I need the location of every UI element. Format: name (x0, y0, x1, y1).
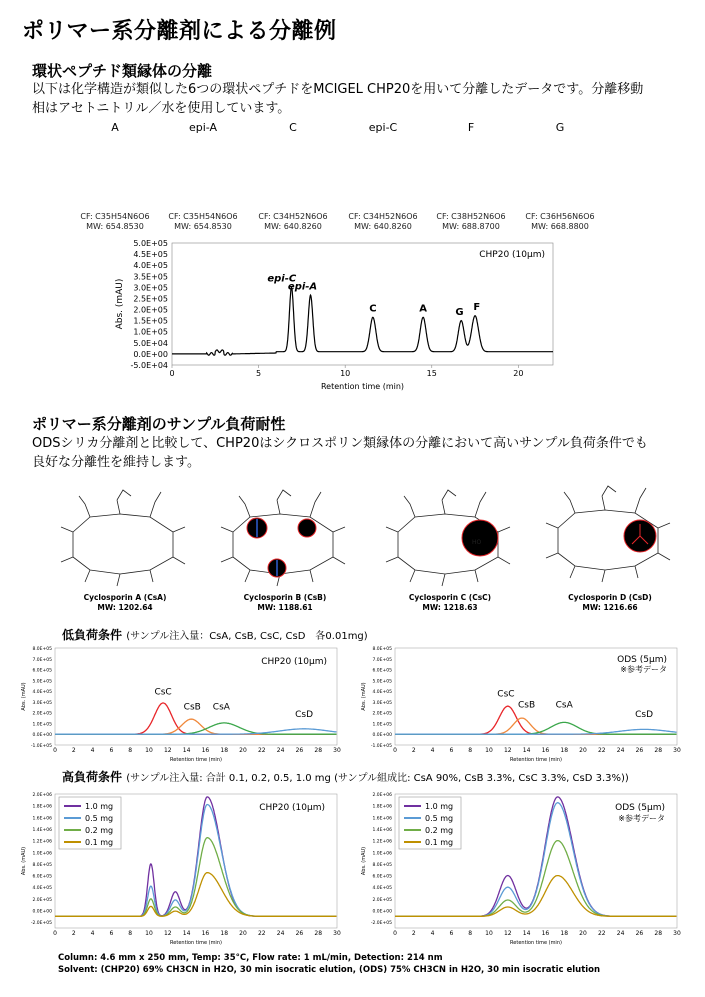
xtick: 24 (616, 747, 625, 754)
section1-paragraph (32, 80, 643, 118)
peptide-cf-4: CF: C38H52N6O6 (436, 212, 506, 221)
xtick: 2 (411, 747, 416, 754)
cyclosporin-mw-0: MW: 1202.64 (97, 603, 153, 612)
ytick: 7.0E+05 (32, 657, 52, 663)
xtick: 0 (393, 747, 397, 754)
ytick: 0.0E+00 (32, 909, 52, 915)
ytick: 0.0E+00 (372, 909, 392, 915)
chart1-ytick: 4.5E+05 (133, 250, 168, 260)
xtick: 16 (541, 747, 550, 754)
xtick: 28 (654, 930, 663, 937)
ytick: 4.0E+05 (372, 886, 392, 892)
ytick: 1.4E+06 (32, 827, 52, 833)
chart1-xtick: 5 (256, 369, 262, 378)
ytick: -2.0E+05 (30, 921, 52, 927)
xtick: 26 (635, 930, 644, 937)
ytick: 1.0E+06 (32, 851, 52, 857)
ytick: 0.0E+00 (32, 733, 52, 739)
chart1-ytick: 0.0E+00 (133, 349, 168, 359)
low-load-chp20-chart (15, 640, 345, 765)
xtick: 22 (257, 747, 266, 754)
ytick: 1.0E+05 (372, 722, 392, 728)
low-load-ods-chart (355, 640, 685, 765)
section1-line1: 以下は化学構造が類似した6つの環状ペプチドをMCIGEL CHP20を用いて分離したデータです。分離移動 (32, 82, 644, 97)
peptide-label-2: C (289, 121, 297, 134)
xtick: 8 (128, 747, 133, 754)
high-right-note: ※参考データ (618, 814, 665, 823)
ytick: -1.0E+05 (370, 744, 392, 749)
peptide-mw-3: MW: 640.8260 (354, 222, 412, 231)
chart1-frame (172, 243, 553, 365)
xtick: 12 (163, 747, 172, 754)
xtick: 18 (220, 930, 229, 937)
peptide-cf-5: CF: C36H56N6O6 (525, 212, 595, 221)
ytick: 6.0E+05 (32, 874, 52, 880)
high-load-note: (サンプル注入量: 合計 0.1, 0.2, 0.5, 1.0 mg (サンプル組成比: CsA 90%, CsB 3.3%, CsC 3.3%, CsD 3.3%)) (126, 773, 629, 784)
xlabel: Retention time (min) (510, 757, 562, 763)
chart1-ytick: 3.5E+05 (133, 272, 168, 282)
ytick: 8.0E+05 (32, 862, 52, 868)
low-right-peak-label: CsC (497, 689, 515, 700)
low-right-peak-label: CsB (518, 700, 536, 711)
section2-paragraph (32, 434, 648, 472)
chart1-peak-label: epi-A (287, 281, 318, 293)
ytick: 6.0E+05 (372, 668, 392, 674)
ytick: 6.0E+05 (372, 874, 392, 880)
section2-line1: ODSシリカ分離剤と比較して、CHP20はシクロスポリン類縁体の分離において高いサンプル負荷条件でも (32, 436, 648, 451)
cyclosporin-name-0: Cyclosporin A (CsA) (83, 593, 167, 602)
svg-text:HO: HO (472, 539, 482, 546)
xtick: 30 (673, 930, 681, 937)
cyclosporin-label-1 (225, 593, 345, 613)
trace (55, 723, 337, 734)
section1-heading: 環状ペプチド類縁体の分離 (32, 62, 213, 80)
ytick: 2.0E+06 (372, 793, 392, 798)
xtick: 30 (333, 747, 341, 754)
ylabel: Abs. (mAU) (361, 846, 367, 876)
xtick: 4 (430, 930, 435, 937)
xtick: 6 (109, 747, 114, 754)
section2-line2: 良好な分離性を維持します。 (32, 455, 200, 470)
ytick: 4.0E+05 (32, 690, 52, 696)
peptide-formula-5 (515, 212, 605, 232)
high-legend-item: 0.2 mg (425, 826, 454, 835)
xlabel: Retention time (min) (170, 940, 222, 946)
xtick: 18 (220, 747, 229, 754)
xtick: 2 (71, 747, 76, 754)
xtick: 20 (239, 930, 247, 937)
xtick: 10 (485, 747, 493, 754)
xtick: 0 (53, 930, 57, 937)
chart1-ylabel: Abs. (mAU) (115, 278, 125, 330)
xtick: 28 (314, 930, 323, 937)
peptide-formula-1 (158, 212, 248, 232)
xtick: 20 (239, 747, 247, 754)
xtick: 8 (128, 930, 133, 937)
high-load-chp20-chart (15, 786, 345, 948)
xtick: 10 (145, 747, 153, 754)
xtick: 30 (673, 747, 681, 754)
ytick: 1.8E+06 (372, 804, 392, 810)
peptide-formula-0 (70, 212, 160, 232)
ytick: 0.0E+00 (372, 733, 392, 739)
xtick: 4 (90, 747, 95, 754)
xtick: 6 (109, 930, 114, 937)
xlabel: Retention time (min) (170, 757, 222, 763)
cyclosporin-name-3: Cyclosporin D (CsD) (568, 593, 652, 602)
xtick: 14 (182, 930, 191, 937)
chart1-xlabel: Retention time (min) (320, 382, 405, 391)
ytick: 3.0E+05 (372, 700, 392, 706)
peptide-mw-4: MW: 688.8700 (442, 222, 500, 231)
chart1-xtick: 0 (169, 369, 175, 378)
xtick: 28 (314, 747, 323, 754)
peptide-cf-1: CF: C35H54N6O6 (168, 212, 238, 221)
xtick: 20 (579, 747, 587, 754)
page-title: ポリマー系分離剤による分離例 (22, 19, 337, 44)
xtick: 14 (182, 747, 191, 754)
low-left-legend: CHP20 (10μm) (261, 657, 327, 667)
trace (395, 841, 677, 917)
cyclosporin-label-2 (390, 593, 510, 613)
section1-line2: 相はアセトニトリル／水を使用しています。 (32, 101, 291, 116)
cyclosporin-structure-0 (55, 482, 195, 590)
chart1-ytick: 3.0E+05 (133, 283, 168, 293)
cyclosporin-structure-1 (215, 482, 355, 590)
ytick: 2.0E+06 (32, 793, 52, 798)
chart1-ytick: 5.0E+04 (133, 338, 168, 348)
low-load-note: (サンプル注入量：CsA, CsB, CsC, CsD 各0.01mg) (126, 631, 368, 642)
chart1-legend: CHP20 (10μm) (479, 250, 545, 260)
peptide-mw-2: MW: 640.8260 (264, 222, 322, 231)
peptide-label-0: A (111, 121, 119, 134)
cyclosporin-mw-3: MW: 1216.66 (582, 603, 638, 612)
xtick: 22 (597, 930, 606, 937)
xtick: 24 (616, 930, 625, 937)
xtick: 22 (257, 930, 266, 937)
xtick: 0 (53, 747, 57, 754)
ytick: -2.0E+05 (370, 921, 392, 927)
ytick: 1.8E+06 (32, 804, 52, 810)
cyclosporin-mw-2: MW: 1218.63 (422, 603, 478, 612)
ytick: 7.0E+05 (372, 657, 392, 663)
cyclosporin-mw-1: MW: 1188.61 (257, 603, 313, 612)
xtick: 4 (430, 747, 435, 754)
xtick: 8 (468, 747, 473, 754)
xtick: 2 (71, 930, 76, 937)
xtick: 18 (560, 747, 569, 754)
high-legend-item: 1.0 mg (85, 802, 114, 811)
ytick: 2.0E+05 (372, 897, 392, 903)
low-load-title: 低負荷条件 (62, 628, 123, 642)
ytick: 4.0E+05 (372, 690, 392, 696)
ytick: 2.0E+05 (372, 711, 392, 717)
xtick: 10 (145, 930, 153, 937)
xtick: 12 (503, 747, 512, 754)
section2-heading: ポリマー系分離剤のサンプル負荷耐性 (32, 415, 286, 433)
xtick: 4 (90, 930, 95, 937)
ytick: 8.0E+05 (372, 647, 392, 652)
high-legend-title: ODS (5μm) (615, 803, 665, 813)
high-legend-item: 1.0 mg (425, 802, 454, 811)
high-legend-item: 0.1 mg (85, 838, 114, 847)
low-right-legend: ODS (5μm) (617, 655, 667, 665)
ytick: 1.4E+06 (372, 827, 392, 833)
xtick: 26 (295, 747, 304, 754)
trace (55, 729, 337, 734)
chart1-xtick: 15 (426, 369, 437, 378)
low-left-peak-label: CsC (154, 687, 172, 698)
chart1-ytick: 1.5E+05 (133, 316, 168, 326)
low-left-peak-label: CsD (295, 709, 314, 720)
low-right-peak-label: CsA (555, 700, 573, 711)
xtick: 14 (522, 930, 531, 937)
xtick: 8 (468, 930, 473, 937)
chart1-ytick: 5.0E+05 (133, 239, 168, 248)
low-right-note: ※参考データ (620, 665, 667, 674)
ytick: 1.6E+06 (372, 816, 392, 822)
xtick: 20 (579, 930, 587, 937)
high-load-label (62, 768, 629, 785)
ylabel: Abs. (mAU) (21, 846, 27, 876)
chart1-peak-label: A (419, 303, 427, 315)
ytick: 1.6E+06 (32, 816, 52, 822)
xtick: 26 (295, 930, 304, 937)
trace (395, 722, 677, 734)
chart1-trace (172, 287, 553, 355)
ytick: 1.2E+06 (32, 839, 52, 845)
trace (55, 838, 337, 917)
footer-line2: Solvent: (CHP20) 69% CH3CN in H2O, 30 min isocratic elution, (ODS) 75% CH3CN in H2O, 30 min isocratic elution (58, 965, 601, 975)
peptide-label-5: G (555, 121, 565, 134)
high-load-ods-chart (355, 786, 685, 948)
cyclosporin-name-2: Cyclosporin C (CsC) (408, 593, 492, 602)
xtick: 6 (449, 930, 454, 937)
trace (395, 876, 677, 917)
peptide-mw-0: MW: 654.8530 (86, 222, 144, 231)
high-legend-title: CHP20 (10μm) (259, 803, 325, 813)
xtick: 18 (560, 930, 569, 937)
peptide-formula-3 (338, 212, 428, 232)
ytick: 6.0E+05 (32, 668, 52, 674)
xtick: 22 (597, 747, 606, 754)
peptide-chromatogram (110, 235, 570, 400)
xtick: 28 (654, 747, 663, 754)
conditions-footer (58, 952, 600, 976)
ytick: 4.0E+05 (32, 886, 52, 892)
chart1-peak-label: F (473, 301, 481, 313)
high-legend-item: 0.5 mg (425, 814, 454, 823)
high-load-title: 高負荷条件 (62, 770, 123, 784)
xtick: 14 (522, 747, 531, 754)
xtick: 0 (393, 930, 397, 937)
trace (55, 873, 337, 917)
chart1-ytick: 1.0E+05 (133, 327, 168, 337)
xtick: 16 (541, 930, 550, 937)
xtick: 2 (411, 930, 416, 937)
chart1-ytick: 4.0E+05 (133, 261, 168, 271)
ytick: 8.0E+05 (32, 647, 52, 652)
peptide-cf-3: CF: C34H52N6O6 (348, 212, 418, 221)
peptide-label-4: F (467, 121, 475, 134)
xtick: 16 (201, 930, 210, 937)
xtick: 30 (333, 930, 341, 937)
peptide-label-3: epi-C (368, 121, 398, 134)
high-legend-item: 0.1 mg (425, 838, 454, 847)
ytick: 8.0E+05 (372, 862, 392, 868)
chart1-ytick: 2.5E+05 (133, 294, 168, 304)
ytick: 5.0E+05 (372, 679, 392, 685)
chart1-ytick: -5.0E+04 (130, 361, 168, 370)
chart1-ytick: 2.0E+05 (133, 305, 168, 315)
low-left-peak-label: CsB (183, 702, 201, 713)
ytick: 2.0E+05 (32, 711, 52, 717)
peptide-mw-1: MW: 654.8530 (174, 222, 232, 231)
low-right-peak-label: CsD (635, 709, 654, 720)
ylabel: Abs. (mAU) (21, 682, 27, 711)
trace (395, 718, 677, 734)
peptide-formula-4 (426, 212, 516, 232)
peptide-label-1: epi-A (188, 121, 218, 134)
ytick: 1.0E+06 (372, 851, 392, 857)
ytick: 3.0E+05 (32, 700, 52, 706)
chart1-peak-label: G (455, 306, 464, 318)
high-legend-item: 0.5 mg (85, 814, 114, 823)
high-legend-item: 0.2 mg (85, 826, 114, 835)
peptide-cf-0: CF: C35H54N6O6 (80, 212, 150, 221)
xtick: 10 (485, 930, 493, 937)
xtick: 24 (276, 747, 285, 754)
peptide-formula-2 (248, 212, 338, 232)
xtick: 26 (635, 747, 644, 754)
chart1-xtick: 20 (513, 369, 524, 378)
xlabel: Retention time (min) (510, 940, 562, 946)
xtick: 16 (201, 747, 210, 754)
ytick: 5.0E+05 (32, 679, 52, 685)
footer-line1: Column: 4.6 mm x 250 mm, Temp: 35°C, Flow rate: 1 mL/min, Detection: 214 nm (58, 953, 443, 963)
cyclosporin-label-3 (550, 593, 670, 613)
peptide-cf-2: CF: C34H52N6O6 (258, 212, 328, 221)
cyclosporin-structure-3 (540, 478, 680, 586)
chart1-xtick: 10 (340, 369, 351, 378)
ytick: 1.0E+05 (32, 722, 52, 728)
xtick: 12 (163, 930, 172, 937)
cyclosporin-structure-2 (380, 482, 520, 590)
low-left-peak-label: CsA (212, 702, 230, 713)
ytick: -1.0E+05 (30, 744, 52, 749)
cyclosporin-label-0 (65, 593, 185, 613)
chart1-peak-label: C (369, 303, 377, 315)
xtick: 6 (449, 747, 454, 754)
chart1-peak-label: epi-C (267, 273, 297, 285)
xtick: 24 (276, 930, 285, 937)
ylabel: Abs. (mAU) (361, 682, 367, 711)
ytick: 2.0E+05 (32, 897, 52, 903)
peptide-mw-5: MW: 668.8800 (531, 222, 589, 231)
xtick: 12 (503, 930, 512, 937)
cyclosporin-name-1: Cyclosporin B (CsB) (243, 593, 327, 602)
ytick: 1.2E+06 (372, 839, 392, 845)
